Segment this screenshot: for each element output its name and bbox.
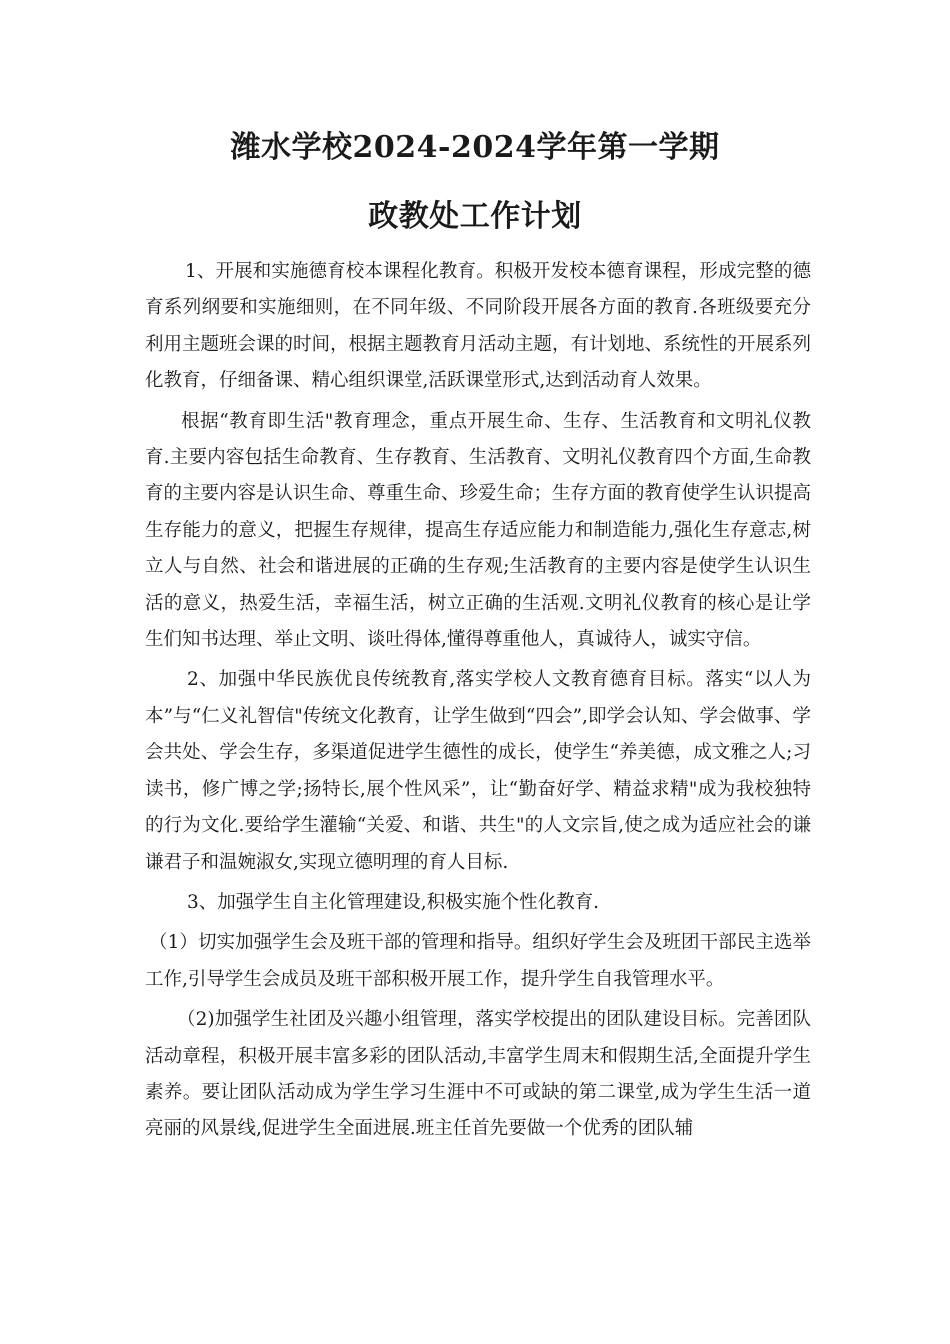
paragraph-3: 2、加强中华民族优良传统教育,落实学校人文教育德育目标。落实“以人为本”与“仁义礼智信"传统文化教育，让学生做到“四会”,即学会认知、学会做事、学会共处、学会生存，多渠道促进学生德性的成长，使学生“养美德，成文雅之人;习读书，修广博之学;扬特长,展个性风采”，让“勤奋好学、精益求精"成为我校独特的行为文化.要给学生灌输“关爱、和谐、共生"的人文宗旨,使之成为适应社会的谦谦君子和温婉淑女,实现立德明理的育人目标. xyxy=(145,669,811,873)
paragraph-5: （1）切实加强学生会及班干部的管理和指导。组织好学生会及班团干部民主选举工作,引导学生会成员及班干部积极开展工作，提升学生自我管理水平。 xyxy=(145,932,811,990)
document-subtitle: 政教处工作计划 xyxy=(368,199,582,234)
document-body xyxy=(145,254,811,1148)
paragraph-6: （2)加强学生社团及兴趣小组管理，落实学校提出的团队建设目标。完善团队活动章程，积极开展丰富多彩的团队活动,丰富学生周末和假期生活,全面提升学生素养。要让团队活动成为学生学习生涯中不可或缺的第二课堂,成为学生生活一道亮丽的风景线,促进学生全面进展.班主任首先要做一个优秀的团队辅 xyxy=(145,1009,811,1140)
paragraph-4: 3、加强学生自主化管理建设,积极实施个性化教育. xyxy=(187,891,600,913)
paragraph-2: 根据“教育即生活"教育理念，重点开展生命、生存、生活教育和文明礼仪教育.主要内容包括生命教育、生存教育、生活教育、文明礼仪教育四个方面,生命教育的主要内容是认识生命、尊重生命、珍爱生命；生存方面的教育使学生认识提高生存能力的意义，把握生存规律，提高生存适应能力和制造能力,强化生存意志,树立人与自然、社会和谐进展的正确的生存观;生活教育的主要内容是使学生认识生活的意义，热爱生活，幸福生活，树立正确的生活观.文明礼仪教育的核心是让学生们知书达理、举止文明、谈吐得体,懂得尊重他人，真诚待人，诚实守信。 xyxy=(145,410,812,651)
document-title: 潍水学校2024-2024学年第一学期 xyxy=(230,130,720,165)
paragraph-1: 1、开展和实施德育校本课程化教育。积极开发校本德育课程，形成完整的德育系列纲要和实施细则，在不同年级、不同阶段开展各方面的教育.各班级要充分利用主题班会课的时间，根据主题教育月活动主题，有计划地、系统性的开展系列化教育，仔细备课、精心组织课堂,活跃课堂形式,达到活动育人效果。 xyxy=(145,261,812,392)
